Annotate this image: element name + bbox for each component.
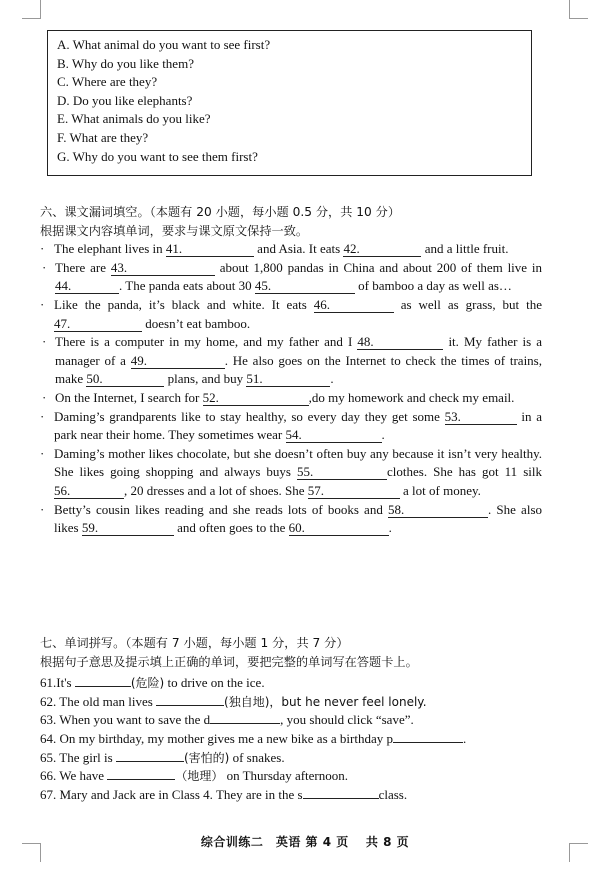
- passage-6: · Daming’s grandparents like to stay healthy, so every day they get some 53. in a park near their home. They sometimes wear 54. .: [40, 408, 543, 443]
- blank-49[interactable]: 49.: [131, 353, 225, 369]
- bullet: ·: [40, 296, 45, 312]
- blank-47[interactable]: 47.: [54, 316, 142, 332]
- passage-1: · The elephant lives in 41. and Asia. It eats 42. and a little fruit.: [40, 240, 542, 259]
- options-box: [47, 30, 532, 176]
- bullet: ·: [42, 259, 47, 275]
- passage-7: · Daming’s mother likes chocolate, but she doesn’t often buy any because it isn’t very healthy. She likes going shopping and always buys 55. clothes. She has got 11 silk 56. , 20 dresses and a lot of shoes. She 57. a lot of money.: [40, 445, 542, 498]
- answer-blank-65[interactable]: [116, 746, 184, 762]
- blank-60[interactable]: 60.: [289, 520, 389, 536]
- blank-53[interactable]: 53.: [445, 409, 517, 425]
- answer-blank-64[interactable]: [393, 727, 463, 743]
- question-63: 63. When you want to save the d , you should click “save”.: [40, 708, 542, 727]
- section-seven-instruction: 根据句子意思及提示填上正确的单词，要把完整的单词写在答题卡上。: [40, 654, 418, 669]
- blank-50[interactable]: 50.: [86, 371, 164, 387]
- section-six-instruction: 根据课文内容填单词，要求与课文原文保持一致。: [40, 223, 309, 238]
- question-61: 61.It's (危险) to drive on the ice.: [40, 671, 542, 690]
- page-footer: 综合训练二 英语 第 4 页 共 8 页: [200, 835, 410, 849]
- passage-5: · On the Internet, I search for 52. ,do my homework and check my email.: [40, 389, 542, 408]
- crop-mark-top-left: [22, 0, 41, 19]
- answer-blank-63[interactable]: [210, 708, 280, 724]
- bullet: ·: [40, 445, 45, 461]
- question-66: 66. We have （地理） on Thursday afternoon.: [40, 764, 542, 783]
- blank-48[interactable]: 48.: [357, 334, 443, 350]
- option-d: D. Do you like elephants?: [57, 92, 193, 108]
- question-64: 64. On my birthday, my mother gives me a new bike as a birthday p .: [40, 727, 542, 746]
- blank-58[interactable]: 58.: [388, 502, 488, 518]
- blank-44[interactable]: 44.: [55, 278, 119, 294]
- passage-4: · There is a computer in my home, and my father and I 48. it. My father is a manager of a 49. . He also goes on the Internet to check the times of trains, make 50. plans, and buy 51. .: [42, 334, 543, 387]
- blank-57[interactable]: 57.: [308, 483, 400, 499]
- question-65: 65. The girl is (害怕的) of snakes.: [40, 746, 542, 765]
- option-f: F. What are they?: [57, 129, 149, 145]
- passage-2: · There are 43. about 1,800 pandas in China and about 200 of them live in 44. . The panda eats about 30 45. of bamboo a day as well as…: [42, 259, 543, 294]
- blank-46[interactable]: 46.: [314, 297, 394, 313]
- section-six-heading: 六、课文漏词填空。（本题有 20 小题，每小题 0.5 分，共 10 分）: [40, 205, 401, 219]
- option-c: C. Where are they?: [57, 74, 158, 90]
- section-six: [40, 203, 542, 538]
- option-b: B. Why do you like them?: [57, 55, 194, 71]
- blank-43[interactable]: 43.: [111, 260, 215, 276]
- question-62: 62. The old man lives (独自地)，but he never feel lonely.: [40, 690, 542, 709]
- blank-52[interactable]: 52.: [203, 390, 309, 406]
- option-e: E. What animals do you like?: [57, 111, 211, 127]
- blank-59[interactable]: 59.: [82, 520, 174, 536]
- bullet: ·: [40, 408, 45, 424]
- bullet: ·: [40, 501, 45, 517]
- blank-42[interactable]: 42.: [343, 241, 421, 257]
- bullet: ·: [40, 241, 45, 257]
- blank-45[interactable]: 45.: [255, 278, 355, 294]
- option-g: G. Why do you want to see them first?: [57, 148, 258, 164]
- answer-blank-67[interactable]: [303, 783, 379, 799]
- passage-8: · Betty’s cousin likes reading and she reads lots of books and 58. . She also likes 59. and often goes to the 60. .: [40, 501, 543, 536]
- passage-3: · Like the panda, it’s black and white. It eats 46. as well as grass, but the 47. doesn’t eat bamboo.: [40, 296, 542, 331]
- blank-56[interactable]: 56.: [54, 483, 124, 499]
- blank-51[interactable]: 51.: [246, 371, 330, 387]
- answer-blank-61[interactable]: [75, 671, 131, 687]
- blank-41[interactable]: 41.: [166, 241, 254, 257]
- bullet: ·: [42, 389, 47, 405]
- crop-mark-top-right: [569, 0, 588, 19]
- blank-54[interactable]: 54.: [286, 427, 382, 443]
- answer-blank-62[interactable]: [156, 690, 224, 706]
- section-seven-heading: 七、单词拼写。（本题有 7 小题，每小题 1 分，共 7 分）: [40, 636, 349, 650]
- bullet: ·: [42, 334, 47, 350]
- section-seven: [40, 634, 542, 801]
- blank-55[interactable]: 55.: [297, 464, 387, 480]
- answer-blank-66[interactable]: [107, 764, 175, 780]
- option-a: A. What animal do you want to see first?: [57, 37, 271, 52]
- question-67: 67. Mary and Jack are in Class 4. They are in the s class.: [40, 783, 542, 802]
